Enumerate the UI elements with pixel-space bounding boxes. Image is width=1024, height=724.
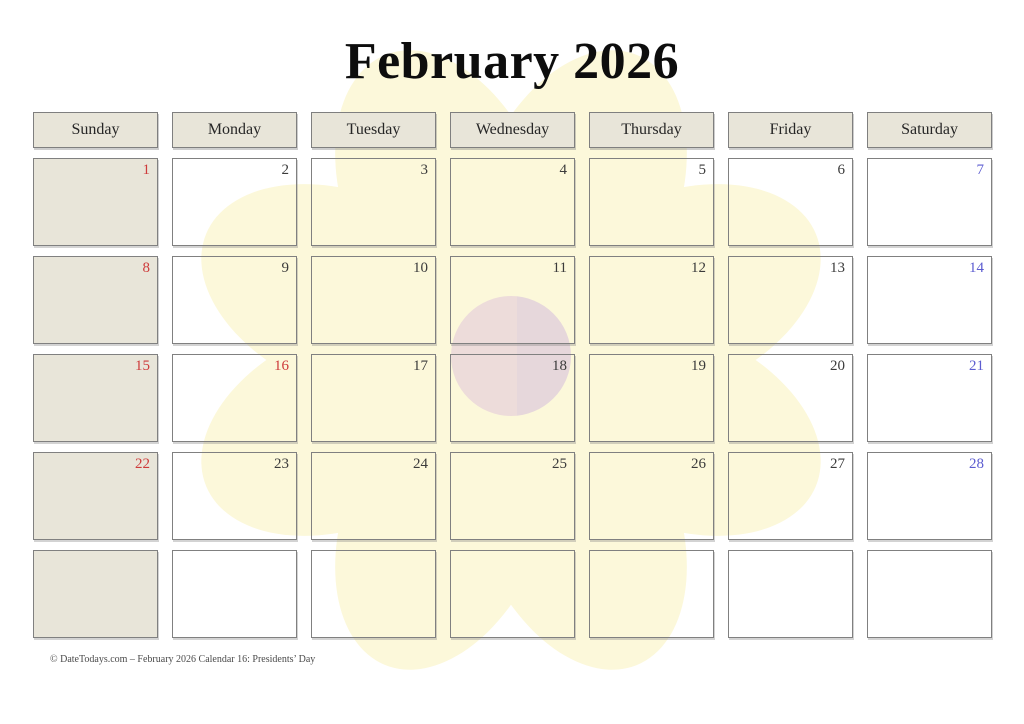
date-number: 27 xyxy=(830,456,845,472)
date-cell xyxy=(172,354,297,442)
date-cell xyxy=(450,452,575,540)
date-number: 24 xyxy=(413,456,428,472)
day-header-3: Wednesday xyxy=(450,112,575,148)
date-cell xyxy=(33,256,158,344)
calendar-title: February 2026 xyxy=(344,33,680,90)
date-cell xyxy=(311,158,436,246)
date-cell xyxy=(33,550,158,638)
date-cell xyxy=(867,452,992,540)
date-cell xyxy=(172,550,297,638)
date-cell xyxy=(728,452,853,540)
date-number: 14 xyxy=(969,260,984,276)
date-cell xyxy=(33,158,158,246)
day-header-1: Monday xyxy=(172,112,297,148)
date-number: 8 xyxy=(142,260,150,276)
date-cell xyxy=(172,256,297,344)
day-header-0: Sunday xyxy=(33,112,158,148)
day-header-4: Thursday xyxy=(589,112,714,148)
date-cell xyxy=(589,550,714,638)
date-number: 13 xyxy=(830,260,845,276)
date-cell xyxy=(867,550,992,638)
date-cell xyxy=(728,354,853,442)
date-number: 20 xyxy=(830,358,845,374)
date-number: 18 xyxy=(552,358,567,374)
date-cell xyxy=(33,452,158,540)
date-number: 26 xyxy=(691,456,706,472)
date-cell xyxy=(867,354,992,442)
date-number: 19 xyxy=(691,358,706,374)
date-number: 2 xyxy=(281,162,289,178)
date-cell xyxy=(311,452,436,540)
date-cell xyxy=(33,354,158,442)
date-cell xyxy=(450,354,575,442)
date-number: 10 xyxy=(413,260,428,276)
date-number: 22 xyxy=(135,456,150,472)
date-cell xyxy=(728,550,853,638)
date-cell xyxy=(589,158,714,246)
date-cell xyxy=(867,158,992,246)
date-cell xyxy=(450,256,575,344)
date-number: 12 xyxy=(691,260,706,276)
date-number: 25 xyxy=(552,456,567,472)
date-number: 7 xyxy=(976,162,984,178)
day-header-5: Friday xyxy=(728,112,853,148)
date-cell xyxy=(728,158,853,246)
date-number: 5 xyxy=(698,162,706,178)
date-number: 6 xyxy=(837,162,845,178)
date-number: 23 xyxy=(274,456,289,472)
footer-credit: © DateTodays.com – February 2026 Calendar 16: Presidents’ Day xyxy=(50,654,316,665)
date-number: 15 xyxy=(135,358,150,374)
date-cell xyxy=(311,256,436,344)
date-cell xyxy=(589,256,714,344)
date-cell xyxy=(450,550,575,638)
date-number: 4 xyxy=(559,162,567,178)
date-cell xyxy=(172,452,297,540)
date-number: 11 xyxy=(552,260,567,276)
date-cell xyxy=(867,256,992,344)
calendar-grid xyxy=(33,112,992,638)
date-cell xyxy=(589,354,714,442)
date-number: 1 xyxy=(142,162,150,178)
date-number: 3 xyxy=(420,162,428,178)
day-header-2: Tuesday xyxy=(311,112,436,148)
date-cell xyxy=(311,550,436,638)
date-number: 9 xyxy=(281,260,289,276)
date-cell xyxy=(172,158,297,246)
date-cell xyxy=(450,158,575,246)
date-cell xyxy=(311,354,436,442)
day-header-6: Saturday xyxy=(867,112,992,148)
date-number: 21 xyxy=(969,358,984,374)
date-cell xyxy=(728,256,853,344)
date-cell xyxy=(589,452,714,540)
date-number: 28 xyxy=(969,456,984,472)
date-number: 17 xyxy=(413,358,428,374)
date-number: 16 xyxy=(274,358,289,374)
